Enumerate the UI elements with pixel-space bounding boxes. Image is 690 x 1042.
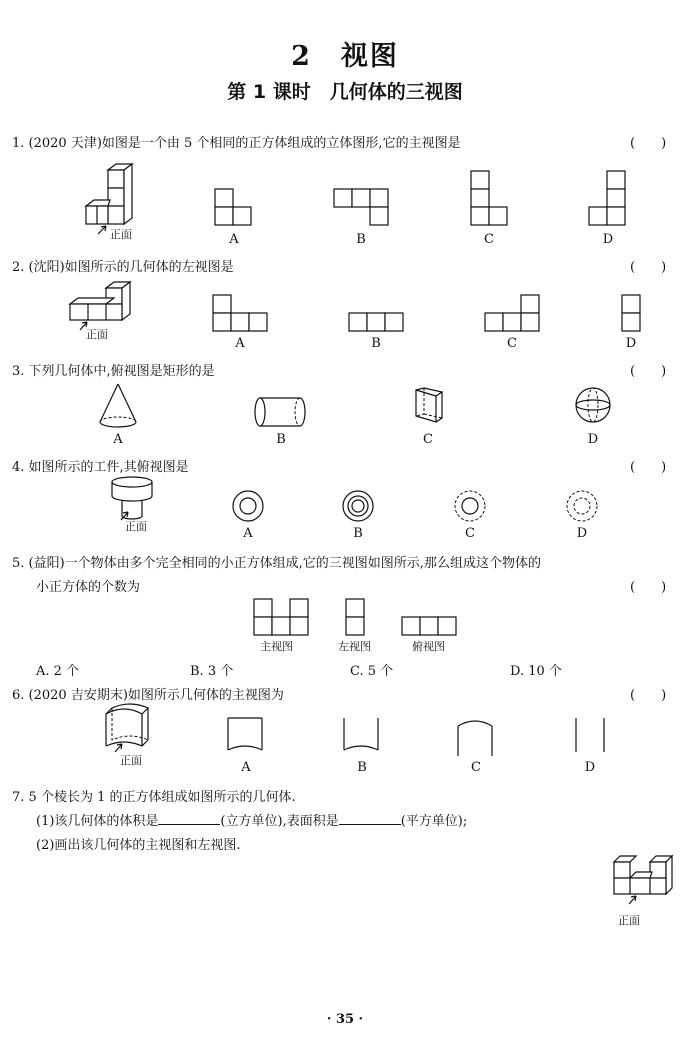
question-5-answer-blank[interactable]: ( ) — [630, 580, 667, 595]
q4-option-b-label[interactable]: B — [353, 526, 363, 541]
question-6-answer-blank[interactable]: ( ) — [630, 688, 667, 703]
question-5-text-line-2: 小正方体的个数为 — [36, 580, 141, 595]
question-2-answer-blank[interactable]: ( ) — [630, 260, 667, 275]
q2-option-d-drawing — [621, 294, 645, 336]
question-3-text: 3. 下列几何体中,俯视图是矩形的是 — [12, 364, 215, 379]
q6-option-c-label[interactable]: C — [471, 760, 481, 775]
q2-option-b-label[interactable]: B — [371, 336, 381, 351]
q5-choice-d[interactable]: D. 10 个 — [510, 664, 562, 679]
question-1-answer-blank[interactable]: ( ) — [630, 136, 667, 151]
q5-front-view-drawing — [252, 598, 312, 640]
q1-option-c-drawing — [470, 170, 510, 230]
q2-option-a-label[interactable]: A — [235, 336, 245, 351]
q6-option-d-label[interactable]: D — [584, 760, 596, 775]
q2-front-caption: 正面 — [86, 328, 108, 341]
q3-option-b-label[interactable]: B — [276, 432, 286, 447]
q1-option-b-label[interactable]: B — [356, 232, 366, 247]
q1-option-d-drawing — [588, 170, 628, 230]
q2-option-b-drawing — [348, 312, 408, 336]
question-7-part-2: (2)画出该几何体的主视图和左视图. — [36, 838, 241, 853]
question-6-text: 6. (2020 吉安期末)如图所示几何体的主视图为 — [12, 688, 284, 703]
q4-option-b-drawing — [342, 490, 376, 524]
question-1-text: 1. (2020 天津)如图是一个由 5 个相同的正方体组成的立体图形,它的主视图是 — [12, 136, 461, 151]
q6-option-d-drawing — [572, 716, 612, 760]
q2-option-c-drawing — [484, 294, 544, 336]
surface-area-answer-blank[interactable] — [339, 812, 401, 825]
q7-part1-middle: (立方单位),表面积是 — [220, 814, 339, 829]
q4-option-a-drawing — [232, 490, 266, 524]
q5-top-view-caption: 俯视图 — [412, 640, 445, 653]
q4-option-d-label[interactable]: D — [576, 526, 588, 541]
q4-front-caption: 正面 — [125, 520, 147, 533]
question-4-text: 4. 如图所示的工件,其俯视图是 — [12, 460, 189, 475]
question-7-part-1 — [36, 810, 467, 829]
q5-left-view-caption: 左视图 — [338, 640, 371, 653]
q6-option-b-drawing — [342, 716, 382, 760]
q4-option-c-label[interactable]: C — [465, 526, 475, 541]
question-5-text: 5. (益阳)一个物体由多个完全相同的小正方体组成,它的三视图如图所示,那么组成这个物体的 — [12, 556, 541, 571]
q5-front-view-caption: 主视图 — [260, 640, 293, 653]
question-4-answer-blank[interactable]: ( ) — [630, 460, 667, 475]
q5-choice-b[interactable]: B. 3 个 — [190, 664, 234, 679]
question-2-text: 2. (沈阳)如图所示的几何体的左视图是 — [12, 260, 234, 275]
q7-solid-figure — [610, 852, 682, 914]
q4-option-c-drawing — [454, 490, 488, 524]
q7-part1-prefix: (1)该几何体的体积是 — [36, 814, 159, 829]
q1-option-a-label[interactable]: A — [229, 232, 239, 247]
question-3-answer-blank[interactable]: ( ) — [630, 364, 667, 379]
q6-option-c-drawing — [456, 716, 496, 760]
q5-choice-c[interactable]: C. 5 个 — [350, 664, 394, 679]
lesson-title: 第 1 课时 几何体的三视图 — [227, 81, 463, 103]
q3-option-d-label[interactable]: D — [587, 432, 599, 447]
volume-answer-blank[interactable] — [158, 812, 220, 825]
q3-option-c-prism — [410, 386, 446, 430]
page-number: · 35 · — [326, 1012, 364, 1027]
question-7-text: 7. 5 个棱长为 1 的正方体组成如图所示的几何体. — [12, 790, 296, 805]
q4-option-a-label[interactable]: A — [243, 526, 253, 541]
q5-top-view-drawing — [400, 616, 460, 640]
q3-option-c-label[interactable]: C — [423, 432, 433, 447]
q6-front-caption: 正面 — [120, 754, 142, 767]
q7-front-caption: 正面 — [618, 914, 640, 927]
q6-option-b-label[interactable]: B — [357, 760, 367, 775]
q6-option-a-drawing — [226, 716, 266, 760]
q1-option-a-drawing — [214, 188, 254, 230]
q2-option-a-drawing — [212, 294, 272, 336]
chapter-title: 2 视图 — [291, 41, 399, 72]
q5-left-view-drawing — [344, 598, 368, 640]
q7-part1-suffix: (平方单位); — [400, 814, 468, 829]
q5-choice-a[interactable]: A. 2 个 — [36, 664, 80, 679]
q1-option-b-drawing — [333, 188, 393, 230]
q3-option-a-label[interactable]: A — [113, 432, 123, 447]
q3-option-d-sphere — [574, 386, 614, 430]
q1-front-caption: 正面 — [110, 228, 132, 241]
q2-option-c-label[interactable]: C — [507, 336, 517, 351]
q1-option-c-label[interactable]: C — [484, 232, 494, 247]
q1-option-d-label[interactable]: D — [602, 232, 614, 247]
q3-option-b-cylinder — [254, 396, 310, 430]
q3-option-a-cone — [96, 382, 146, 432]
q2-option-d-label[interactable]: D — [625, 336, 637, 351]
q4-option-d-drawing — [566, 490, 600, 524]
q6-option-a-label[interactable]: A — [241, 760, 251, 775]
